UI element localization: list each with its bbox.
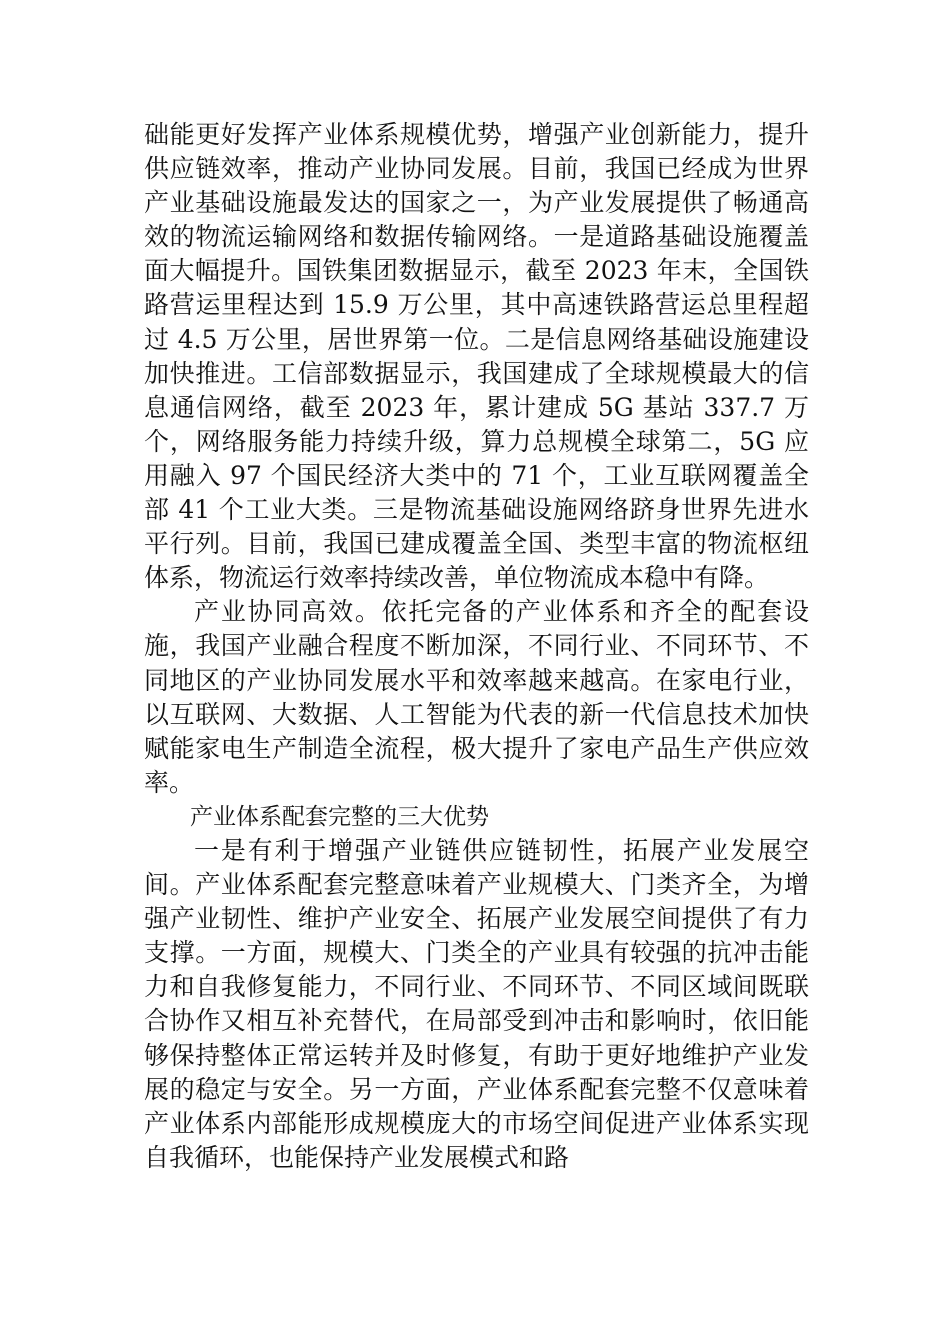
paragraph-resilience: 一是有利于增强产业链供应链韧性，拓展产业发展空间。产业体系配套完整意味着产业规模大、门类齐全，为增强产业韧性、维护产业安全、拓展产业发展空间提供了有力支撑。一方面，规模大、门类全的产业具有较强的抗冲击能力和自我修复能力，不同行业、不同环节、不同区域间既联合协作又相互补充替代，在局部受到冲击和影响时，依旧能够保持整体正常运转并及时修复，有助于更好地维护产业发展的稳定与安全。另一方面，产业体系配套完整不仅意味着产业体系内部能形成规模庞大的市场空间促进产业体系实现自我循环，也能保持产业发展模式和路 [144,835,809,1172]
document-page [144,118,809,1175]
section-heading: 产业体系配套完整的三大优势 [190,803,489,830]
paragraph-industrial-synergy: 产业协同高效。依托完备的产业体系和齐全的配套设施，我国产业融合程度不断加深，不同行业、不同环节、不同地区的产业协同发展水平和效率越来越高。在家电行业，以互联网、大数据、人工智能为代表的新一代信息技术加快赋能家电生产制造全流程，极大提升了家电产品生产供应效率。 [144,597,809,797]
paragraph-infrastructure: 础能更好发挥产业体系规模优势，增强产业创新能力，提升供应链效率，推动产业协同发展。目前，我国已经成为世界产业基础设施最发达的国家之一，为产业发展提供了畅通高效的物流运输网络和数据传输网络。一是道路基础设施覆盖面大幅提升。国铁集团数据显示，截至 2023 年末，全国铁路营运里程达到 15.9 万公里，其中高速铁路营运总里程超过 4.5 万公里，居世界第一位。二是信息网络基础设施建设加快推进。工信部数据显示，我国建成了全球规模最大的信息通信网络，截至 2023 年，累计建成 5G 基站 337.7 万个，网络服务能力持续升级，算力总规模全球第二，5G 应用融入 97 个国民经济大类中的 71 个，工业互联网覆盖全部 41 个工业大类。三是物流基础设施网络跻身世界先进水平行列。目前，我国已建成覆盖全国、类型丰富的物流枢纽体系，物流运行效率持续改善，单位物流成本稳中有降。 [144,120,809,593]
